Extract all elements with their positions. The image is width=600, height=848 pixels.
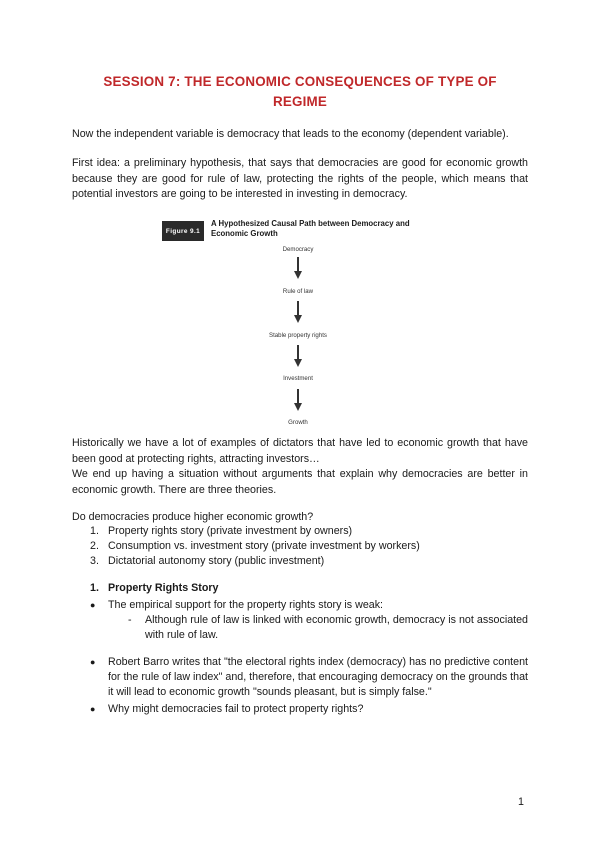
figure-node-rule-of-law: Rule of law [282, 288, 314, 295]
bullet-icon: ● [90, 704, 96, 714]
list-item-text: Property rights story (private investment by owners) [108, 525, 353, 537]
down-arrow-icon [292, 256, 304, 280]
first-idea-paragraph: First idea: a preliminary hypothesis, that says that democracies are good for economic growth because they are good for rule of law, protecting the rights of the people, which means that potential investors are going to be interested in investing in democracy. [72, 157, 528, 201]
list-number: 1. [90, 525, 99, 537]
title-line-2: REGIME [272, 94, 328, 109]
figure-title: A Hypothesized Causal Path between Democracy and Economic Growth [211, 219, 410, 238]
bullet-item [90, 655, 528, 700]
list-item [90, 554, 420, 569]
sub-bullet-item [128, 613, 528, 644]
figure-node-democracy: Democracy [282, 246, 314, 253]
page-title [80, 72, 520, 112]
history-paragraph [72, 436, 528, 498]
bullet-icon: ● [90, 657, 96, 667]
list-item [90, 539, 420, 554]
section-number: 1. [90, 582, 99, 594]
title-line-1: SESSION 7: THE ECONOMIC CONSEQUENCES OF TYPE OF [103, 74, 497, 89]
figure-badge: Figure 9.1 [162, 221, 204, 241]
sub-bullet-text: Although rule of law is linked with economic growth, democracy is not associated with rule of law. [145, 614, 528, 642]
bullet-item [90, 598, 528, 613]
history-line-2: We end up having a situation without arguments that explain why democracies are better in economic growth. There are three theories. [72, 468, 528, 496]
bullet-text: The empirical support for the property rights story is weak: [108, 599, 384, 611]
page-number: 1 [518, 796, 524, 808]
list-number: 3. [90, 555, 99, 567]
history-line-1: Historically we have a lot of examples of dictators that have led to economic growth that have been good at protecting rights, attracting investors… [72, 437, 528, 465]
bullet-icon: ● [90, 600, 96, 610]
section-heading-text: Property Rights Story [108, 582, 219, 594]
bullet-item [90, 702, 528, 717]
dash-icon: - [128, 614, 132, 626]
list-item-text: Dictatorial autonomy story (public investment) [108, 555, 325, 567]
list-number: 2. [90, 540, 99, 552]
figure-node-investment: Investment [283, 375, 313, 382]
theories-list [90, 524, 420, 569]
question-text: Do democracies produce higher economic growth? [72, 511, 314, 523]
causal-path-figure [162, 218, 442, 428]
intro-paragraph: Now the independent variable is democracy that leads to the economy (dependent variable). [72, 128, 509, 140]
down-arrow-icon [292, 388, 304, 412]
list-item [90, 524, 420, 539]
figure-node-property-rights: Stable property rights [269, 332, 327, 339]
down-arrow-icon [292, 344, 304, 368]
bullet-text: Robert Barro writes that "the electoral rights index (democracy) has no predictive content for the rule of law index" and, therefore, that encouraging democracy on the grounds that it will lead to economic growth "sounds pleasant, but is simply false." [108, 656, 528, 698]
figure-node-growth: Growth [288, 419, 308, 426]
list-item-text: Consumption vs. investment story (private investment by workers) [108, 540, 420, 552]
down-arrow-icon [292, 300, 304, 324]
section-heading [90, 581, 218, 596]
bullet-text: Why might democracies fail to protect property rights? [108, 703, 364, 715]
